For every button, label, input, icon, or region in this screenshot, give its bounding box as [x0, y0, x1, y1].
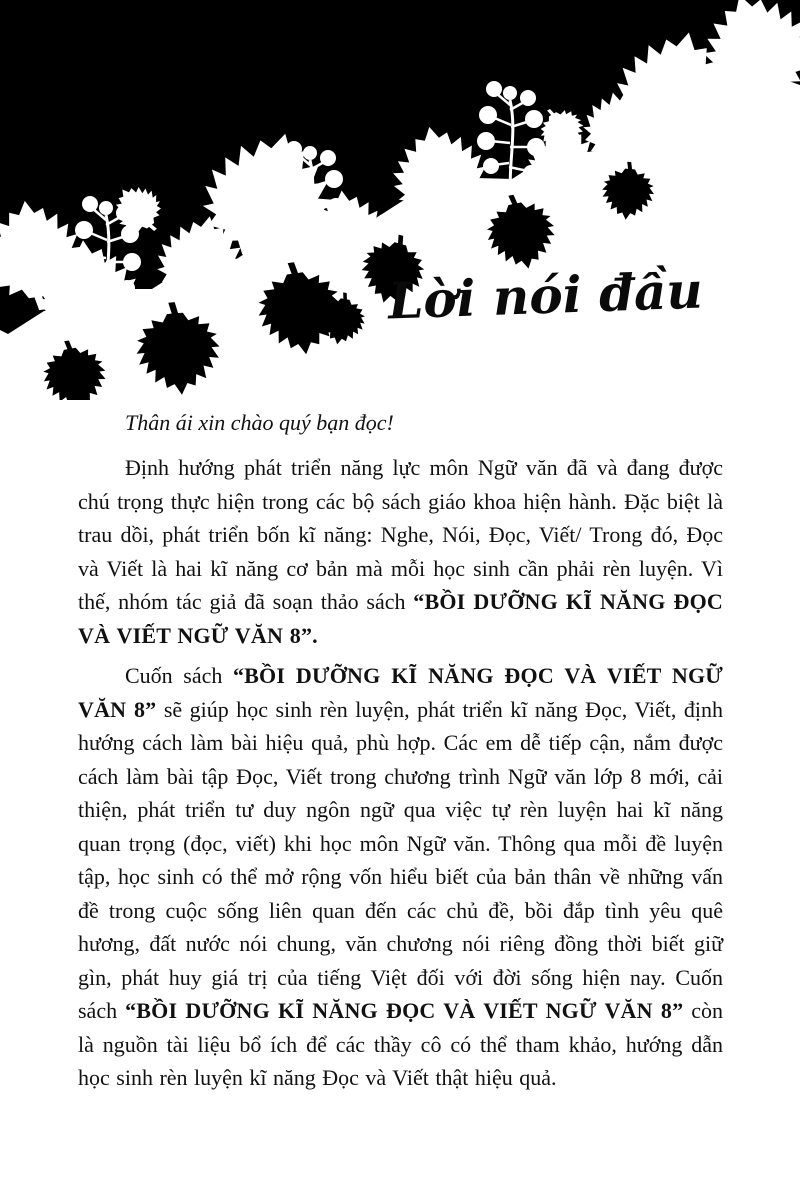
page-title: Lời nói đầu [387, 260, 704, 331]
decorative-header [0, 0, 800, 400]
preface-content [78, 406, 723, 1102]
paragraph: Định hướng phát triển năng lực môn Ngữ văn đã và đang được chú trọng thực hiện trong các bộ sách giáo khoa hiện hành. Đặc biệt là trau dồi, phát triển bốn kĩ năng: Nghe, Nói, Đọc, Viết/ Trong đó, Đọc và Viết là hai kĩ năng cơ bản mà mỗi học sinh cần phải rèn luyện. Vì thế, nhóm tác giả đã soạn thảo sách “BỒI DƯỠNG KĨ NĂNG ĐỌC VÀ VIẾT NGỮ VĂN 8”. [78, 455, 723, 648]
greeting-line: Thân ái xin chào quý bạn đọc! [125, 410, 394, 435]
paragraph: Cuốn sách “BỒI DƯỠNG KĨ NĂNG ĐỌC VÀ VIẾT NGỮ VĂN 8” sẽ giúp học sinh rèn luyện, phát triển kĩ năng Đọc, Viết, định hướng cách làm bài hiệu quả, phù hợp. Các em dễ tiếp cận, nắm được cách làm bài tập Đọc, Viết trong chương trình Ngữ văn lớp 8 mới, cải thiện, phát triển tư duy ngôn ngữ qua việc tự rèn luyện hai kĩ năng quan trọng (đọc, viết) khi học môn Ngữ văn. Thông qua mỗi đề luyện tập, học sinh có thể mở rộng vốn hiểu biết của bản thân về những vấn đề trong cuộc sống liên quan đến các chủ đề, bồi đắp tình yêu quê hương, đất nước nói chung, văn chương nói riêng đồng thời biết giữ gìn, phát huy giá trị của tiếng Việt đối với đời sống hiện nay. Cuốn sách “BỒI DƯỠNG KĨ NĂNG ĐỌC VÀ VIẾT NGỮ VĂN 8” còn là nguồn tài liệu bổ ích để các thầy cô có thể tham khảo, hướng dẫn học sinh rèn luyện kĩ năng Đọc và Viết thật hiệu quả. [78, 663, 724, 1090]
paragraphs [78, 451, 723, 1095]
leaf-banner-graphic [0, 0, 800, 400]
